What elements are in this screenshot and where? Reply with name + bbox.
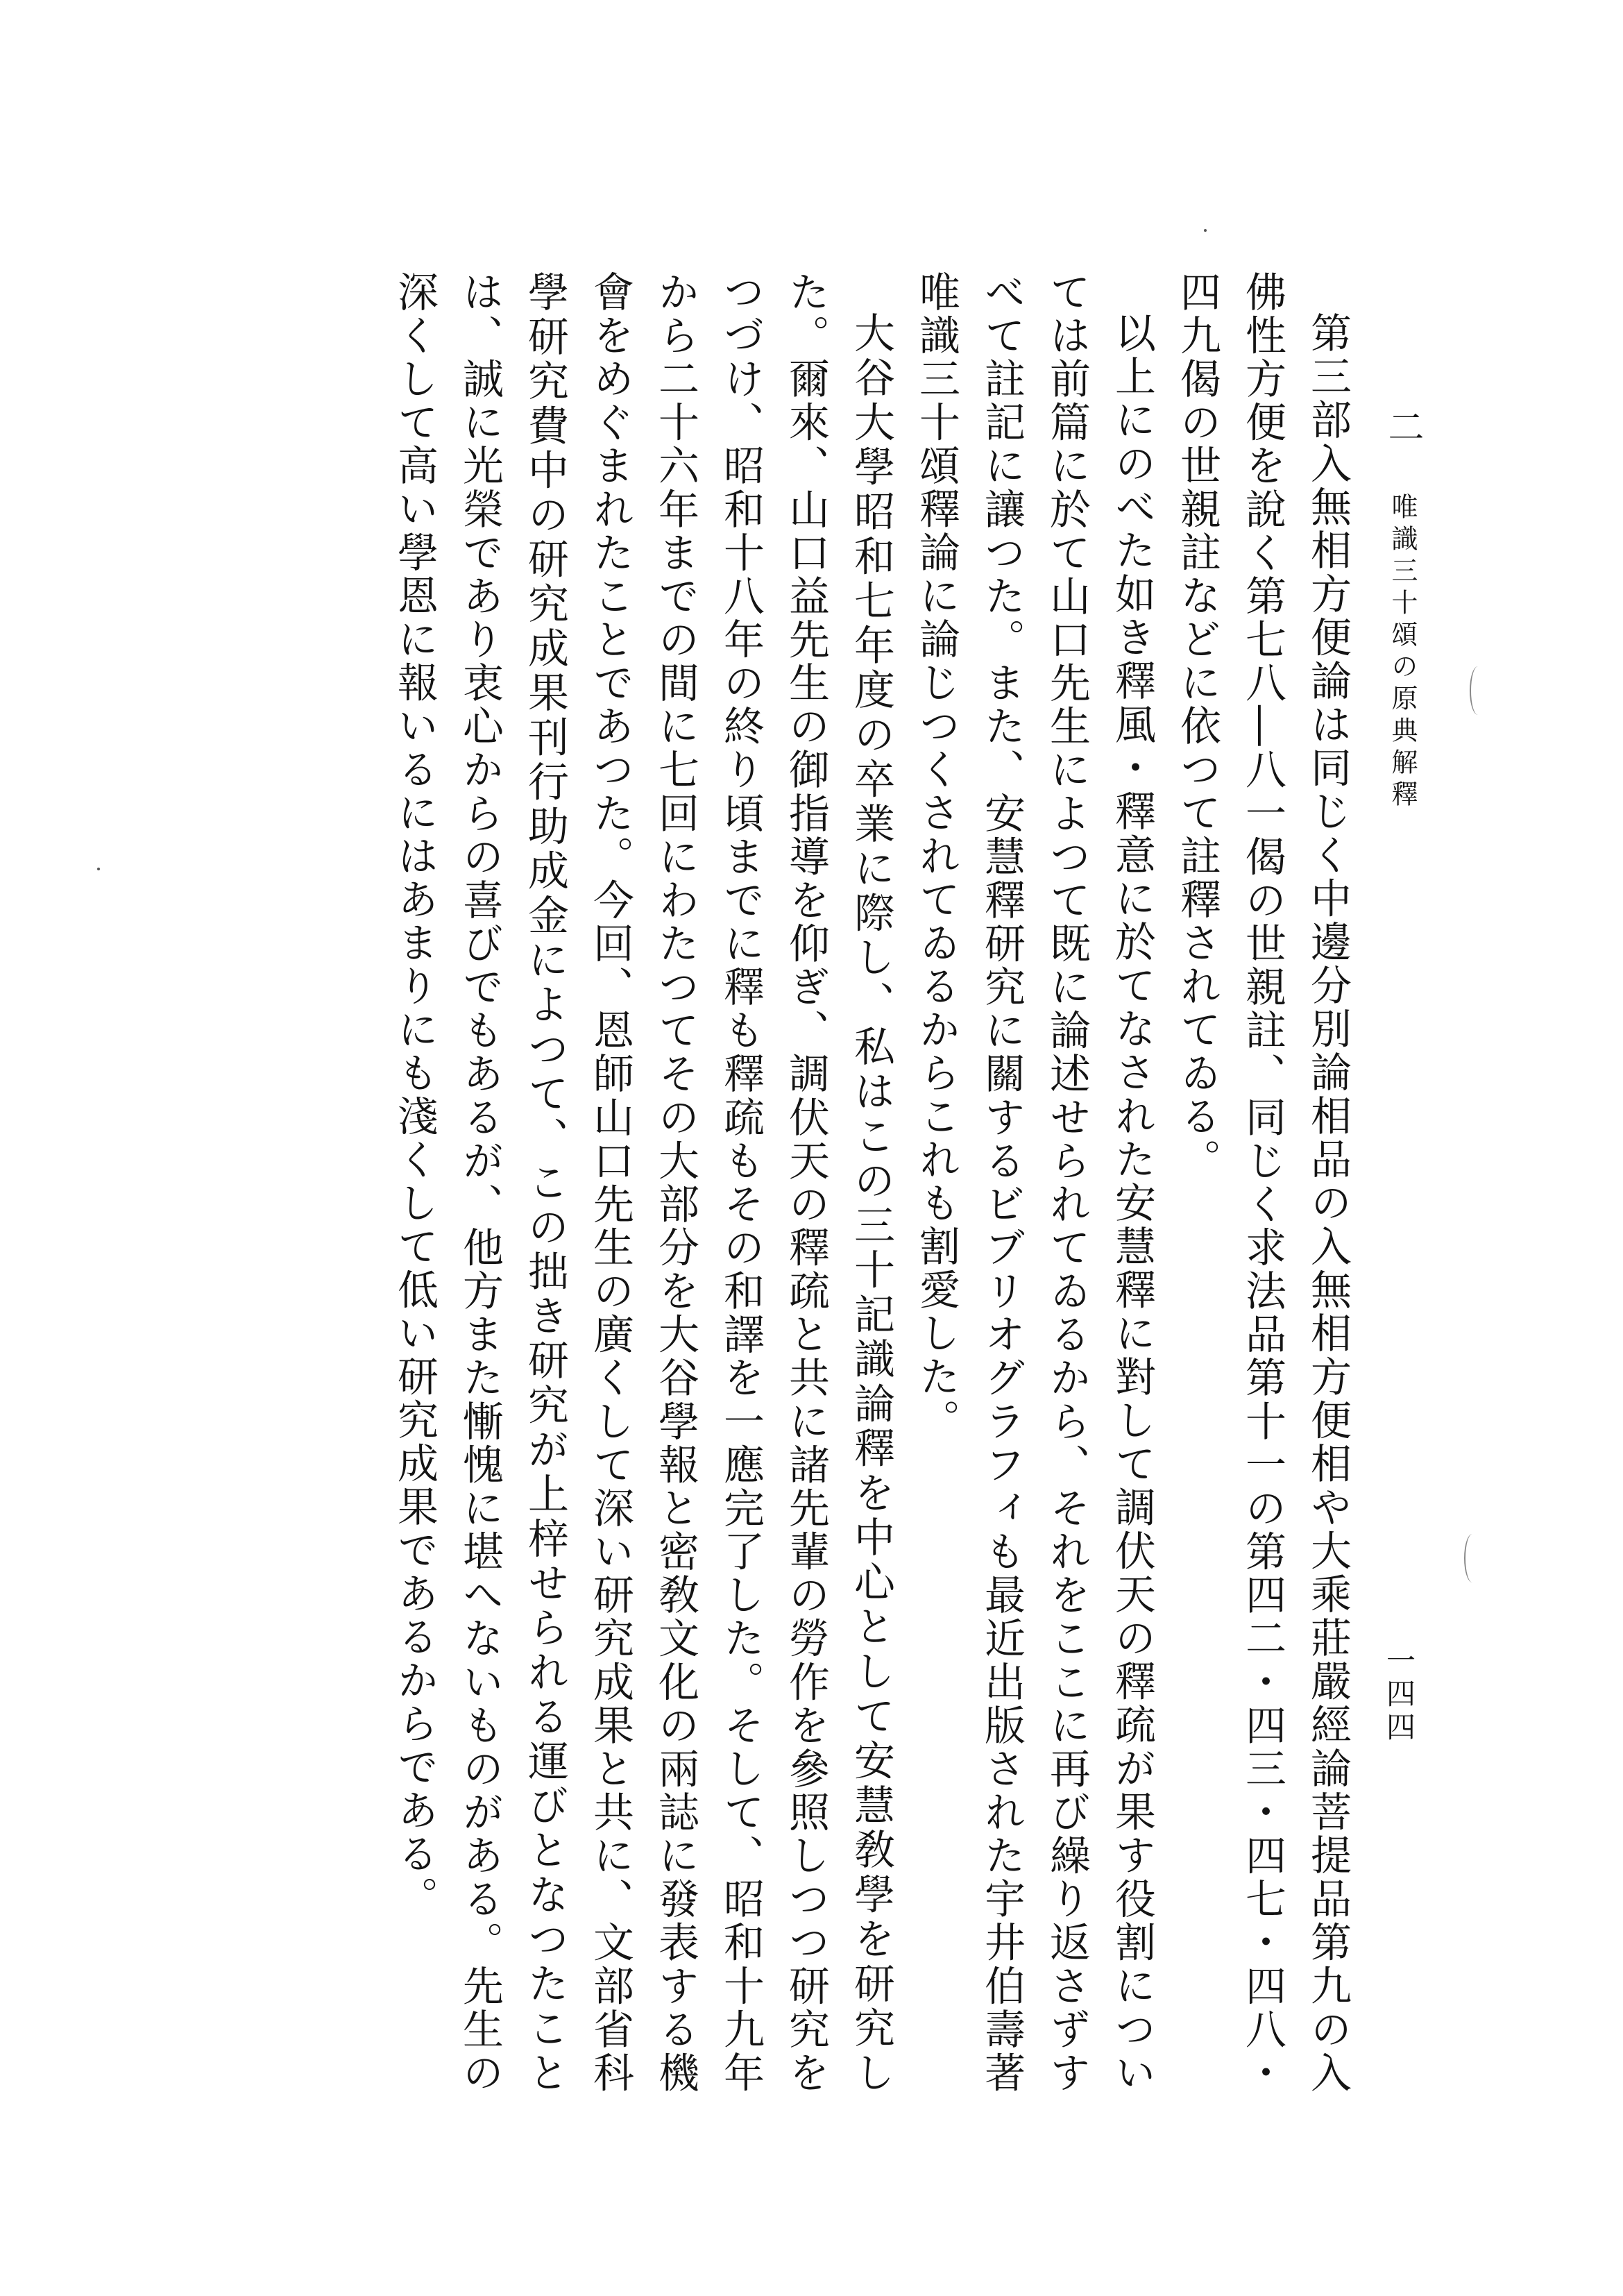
paragraph-3: 大谷大學昭和七年度の卒業に際し、私はこの三十記識論釋を中心として安慧敎學を研究した。爾來、山口益先生の御指導を仰ぎ、調伏天の釋疏と共に諸先輩の勞作を參照しつつ研究をつづけ、昭和十八年の終り頃までに釋も釋疏もその和譯を一應完了した。そして、昭和十九年から二十六年までの間に七回にわたつてその大部分を大谷學報と密敎文化の兩誌に發表する機會をめぐまれたことであつた。今回、恩師山口先生の廣くして深い研究成果と共に、文部省科學研究費中の研究成果刊行助成金によつて、この拙き研究が上梓せられる運びとなつたことは、誠に光榮であり衷心からの喜びでもあるが、他方また慚愧に堪へないものがある。先生の深くして高い學恩に報いるにはあまりにも淺くして低い研究成果であるからである。 xyxy=(391,271,895,2095)
paragraph-1: 第三部入無相方便論は同じく中邊分別論相品の入無相方便相や大乘莊嚴經論菩提品第九の入佛性方便を說く第七八―八一偈の世親註、同じく求法品第十一の第四二・四三・四七・四八・四九偈の世親註などに依つて註釋されてゐる。 xyxy=(1173,271,1352,2095)
scan-speck xyxy=(1204,229,1207,232)
running-title: 唯識三十頌の原典解釋 xyxy=(1387,493,1418,813)
page-number: 一四四 xyxy=(1382,1645,1416,1745)
scan-speck xyxy=(97,868,100,870)
scan-mark xyxy=(1464,1534,1481,1582)
running-head xyxy=(1382,408,1423,813)
paragraph-2: 以上にのべた如き釋風・釋意に於てなされた安慧釋に對して調伏天の釋疏が果す役割については前篇に於て山口先生によつて既に論述せられてゐるから、それをここに再び繰り返さずすべて註記に讓つた。また、安慧釋研究に關するビブリオグラフィも最近出版された宇井伯壽著唯識三十頌釋論に論じつくされてゐるからこれも割愛した。 xyxy=(912,271,1156,2095)
scan-mark xyxy=(1470,666,1486,715)
section-number: 二 xyxy=(1382,408,1423,450)
body-text xyxy=(177,271,1360,2103)
